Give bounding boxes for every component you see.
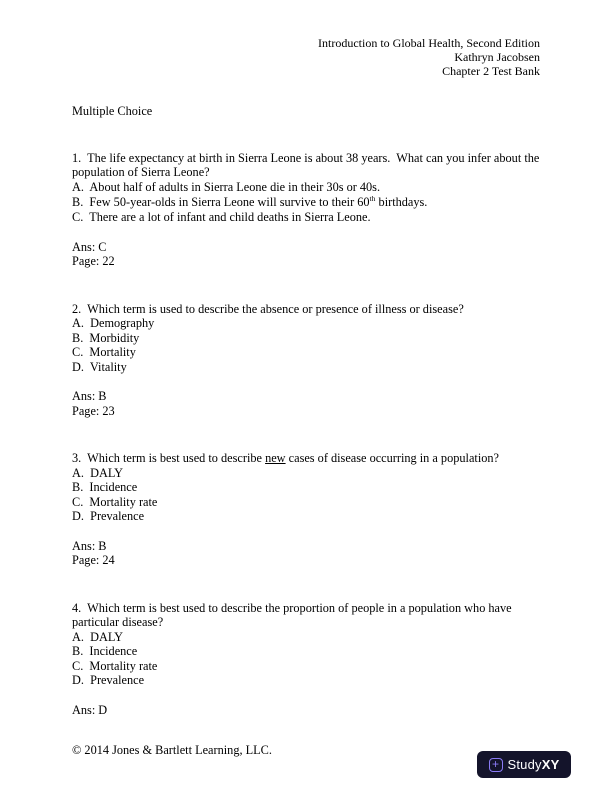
question-2-answer-block [72, 389, 540, 418]
brand-xy: XY [541, 757, 560, 772]
answer-line: Ans: B [72, 389, 107, 404]
studyxy-badge [477, 751, 571, 778]
page-ref: Page: 24 [72, 553, 115, 568]
brand-study: Study [507, 757, 542, 772]
question-1-option-a: A. About half of adults in Sierra Leone die in their 30s or 40s. [72, 179, 381, 194]
question-3-stem [72, 451, 540, 466]
plus-icon: + [489, 758, 503, 772]
stem-text: 3. Which term is best used to describe [72, 451, 266, 466]
question-4-stem: 4. Which term is best used to describe the proportion of people in a population who have particular disease? [72, 600, 515, 630]
question-4-option-c: C. Mortality rate [72, 658, 158, 673]
option-text: B. Few 50-year-olds in Sierra Leone will survive to their 60 [72, 195, 370, 210]
question-2-option-d: D. Vitality [72, 359, 127, 374]
question-2 [72, 302, 540, 419]
footer-copyright: © 2014 Jones & Bartlett Learning, LLC. [72, 743, 272, 757]
header-book-title: Introduction to Global Health, Second Edition [318, 36, 540, 50]
question-1-option-c: C. There are a lot of infant and child deaths in Sierra Leone. [72, 210, 371, 225]
page-ref: Page: 23 [72, 403, 115, 418]
underlined-term: new [265, 451, 286, 466]
question-4-option-a: A. DALY [72, 629, 124, 644]
question-1 [72, 150, 543, 269]
question-2-option-a: A. Demography [72, 316, 155, 331]
document-header [72, 36, 540, 78]
question-2-option-b: B. Morbidity [72, 330, 140, 345]
answer-line: Ans: D [72, 702, 108, 717]
question-4-answer-block [72, 703, 540, 718]
question-3-option-c: C. Mortality rate [72, 494, 158, 509]
question-3-option-d: D. Prevalence [72, 509, 145, 524]
page-ref: Page: 22 [72, 254, 115, 269]
header-chapter: Chapter 2 Test Bank [442, 64, 540, 79]
answer-line: Ans: C [72, 239, 107, 254]
question-1-stem: 1. The life expectancy at birth in Sierra Leone is about 38 years. What can you infer about the population of Sierra Leone? [72, 150, 543, 180]
header-author: Kathryn Jacobsen [454, 50, 540, 65]
section-title: Multiple Choice [72, 104, 153, 119]
brand-wordmark [508, 757, 560, 772]
ordinal-suffix: th [369, 194, 376, 204]
question-3-option-a: A. DALY [72, 465, 124, 480]
question-2-option-c: C. Mortality [72, 345, 136, 360]
answer-line: Ans: B [72, 538, 107, 553]
question-4 [72, 601, 540, 718]
question-4-option-b: B. Incidence [72, 644, 138, 659]
question-2-stem: 2. Which term is used to describe the absence or presence of illness or disease? [72, 301, 464, 316]
question-1-answer-block [72, 240, 540, 269]
question-4-option-d: D. Prevalence [72, 673, 145, 688]
stem-text: cases of disease occurring in a population? [285, 451, 499, 466]
question-3 [72, 451, 540, 568]
question-1-option-b [72, 194, 540, 210]
question-3-answer-block [72, 539, 540, 568]
option-text: birthdays. [375, 195, 428, 210]
question-3-option-b: B. Incidence [72, 480, 138, 495]
